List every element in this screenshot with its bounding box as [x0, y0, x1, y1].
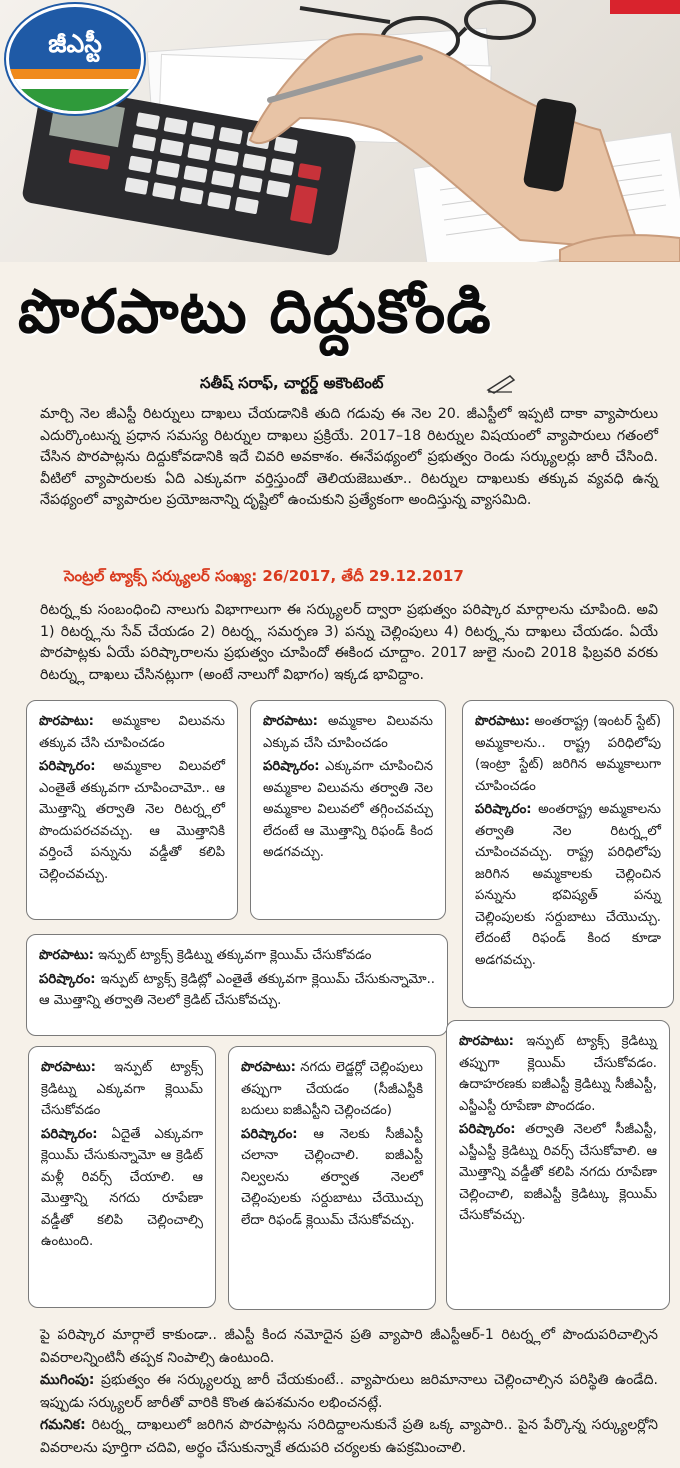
byline: సతీష్ సరాఫ్, చార్టర్డ్ అకౌంటెంట్: [200, 374, 384, 392]
mistake-text: అమ్మకాల విలువను తక్కువ చేసి చూపించడం: [39, 714, 225, 751]
solution-label: పరిష్కారం:: [39, 971, 96, 987]
mistake-label: పొరపాటు:: [241, 1060, 296, 1075]
mistake-label: పొరపాటు:: [475, 714, 530, 729]
logo-band-white: [9, 79, 141, 89]
logo-band-green: [9, 89, 141, 111]
solution-text: ఎక్కువగా చూపించిన అమ్మకాల విలువను తర్వాతి నెల అమ్మకాల విలువలో తగ్గించవచ్చు లేదంటే ఆ మొత్తాన్ని రిఫండ్ కింద అడగవచ్చు.: [263, 759, 433, 860]
hero-image: [0, 0, 680, 262]
mistake-text: ఇన్పుట్ ట్యాక్స్ క్రెడిట్ను తప్పుగా క్లెయిమ్ చేసుకోవడం. ఉదాహరణకు ఐజీఎస్టీ క్రెడిట్ను సీజీఎస్టీ, ఎస్జీఎస్టీ రూపేణా పొందడం.: [459, 1034, 657, 1114]
body-paragraph: రిటర్న్లకు సంబంధించి నాలుగు విభాగాలుగా ఈ సర్క్యులర్ ద్వారా ప్రభుత్వం పరిష్కార మార్గాలను చూపింది. అవి 1) రిటర్న్లను సేవ్ చేయడం 2) రిటర్న్ల సమర్పణ 3) పన్ను చెల్లింపులు 4) రిటర్న్లను దాఖలు చేయడం. ఏయే పొరపాట్లకు ఏయే పరిష్కారాలను ప్రభుత్వం చూపిందో ఈకింద చూద్దాం. 2017 జులై నుంచి 2018 ఫిబ్రవరి వరకు రిటర్న్లు దాఖలు చేసినట్లుగా (అంటే నాలుగో విభాగం) ఇక్కడ భావిద్దాం.: [40, 602, 658, 683]
mistake-text: ఇన్పుట్ ట్యాక్స్ క్రెడిట్ను ఎక్కువగా క్లెయిమ్ చేసుకోవడం: [41, 1060, 203, 1118]
correction-box-4: [26, 934, 448, 1036]
mistake-text: నగదు లెడ్జర్లో చెల్లింపులు తప్పుగా చేయడం (సీజీఎస్టీకి బదులు ఐజీఎస్టీని చెల్లించడం): [241, 1060, 423, 1118]
mistake-label: పొరపాటు:: [263, 714, 318, 729]
solution-label: పరిష్కారం:: [41, 1126, 98, 1142]
intro-paragraph: మార్చి నెల జీఎస్టీ రిటర్నులు దాఖలు చేయడానికి తుది గడువు ఈ నెల 20. జీఎస్టీలో ఇప్పటి దాకా వ్యాపారులు ఎదుర్కొంటున్న ప్రధాన సమస్య రిటర్నుల దాఖలు ప్రక్రియే. 2017–18 రిటర్నుల విషయంలో వ్యాపారులు గతంలో చేసిన పొరపాట్లను దిద్దుకోవడానికి ఇదే చివరి అవకాశం. ఈనేపథ్యంలో ప్రభుత్వం రెండు సర్క్యులర్లు జారీ చేసింది. వీటిలో వ్యాపారులకు ఏది ఎక్కువగా వర్తిస్తుందో తెలియజెబుతూ.. రిటర్నుల దాఖలుకు తక్కువ వ్యవధి ఉన్న నేపథ్యంలో వ్యాపారుల ప్రయోజనాన్ని దృష్టిలో ఉంచుకుని ప్రత్యేకంగా అందిస్తున్న వ్యాసమిది.: [40, 406, 658, 509]
correction-box-3: [462, 700, 674, 1008]
solution-label: పరిష్కారం:: [39, 759, 96, 774]
correction-box-6: [228, 1046, 436, 1310]
note-text: రిటర్న్ల దాఖలులో జరిగిన పొరపాట్లను సరిదిద్దాలనుకునే ప్రతి ఒక్క వ్యాపారి.. పైన పేర్కొన్న సర్క్యులర్లోని వివరాలను పూర్తిగా చదివి, అర్థం చేసుకున్నాకే తదుపరి చర్యలకు ఉపక్రమించాలి.: [40, 1417, 659, 1456]
footer-paragraph-1: పై పరిష్కార మార్గాలే కాకుండా.. జీఎస్టీ కింద నమోదైన ప్రతి వ్యాపారి జీఎస్టీఆర్-1 రిటర్న్లలో పొందుపరిచాల్సిన వివరాలన్నింటినీ తప్పక నింపాల్సి ఉంటుంది.: [40, 1327, 658, 1366]
correction-box-7: [446, 1020, 670, 1310]
solution-text: ఇన్పుట్ ట్యాక్స్ క్రెడిట్లో ఎంతైతే తక్కువగా క్లెయిమ్ చేసుకున్నామో.. ఆ మొత్తాన్ని తర్వాతి నెలలో క్రెడిట్ చేసుకోవచ్చు.: [39, 971, 435, 1008]
solution-text: తర్వాతి నెలలో సీజీఎస్టీ, ఎస్జీఎస్టీ క్రెడిట్ను రివర్స్ చేసుకోవాలి. ఆ మొత్తాన్ని వడ్డీతో కలిపి నగదు రూపేణా చెల్లించాలి, ఐజీఎస్టీ క్రెడిట్కు క్లెయిమ్ చేసుకోవచ్చు.: [459, 1122, 657, 1223]
conclusion-label: ముగింపు:: [40, 1372, 95, 1388]
solution-label: పరిష్కారం:: [459, 1122, 516, 1137]
footer-text: [40, 1324, 658, 1459]
solution-text: ఏదైతే ఎక్కువగా క్లెయిమ్ చేసుకున్నామో ఆ క్రెడిట్ మళ్లీ రివర్స్ చేయాలి. ఆ మొత్తాన్ని నగదు రూపేణా వడ్డీతో కలిపి చెల్లించాల్సి ఉంటుంది.: [41, 1126, 203, 1249]
circular-reference: సెంట్రల్ ట్యాక్స్ సర్క్యులర్ సంఖ్య: 26/2017, తేదీ 29.12.2017: [64, 567, 464, 585]
correction-box-5: [28, 1046, 216, 1308]
mistake-label: పొరపాటు:: [39, 948, 94, 963]
logo-text: జీఎస్టీ: [48, 29, 102, 58]
mistake-label: పొరపాటు:: [41, 1060, 96, 1075]
mistake-text: అమ్మకాల విలువను ఎక్కువ చేసి చూపించడం: [263, 714, 433, 751]
solution-text: అమ్మకాల విలువలో ఎంతైతే తక్కువగా చూపించామో.. ఆ మొత్తాన్ని తర్వాతి నెల రిటర్న్లలో పొందుపరచవచ్చు. ఆ మొత్తానికి వర్తించే పన్నును వడ్డీతో కలిపి చెల్లించవచ్చు.: [39, 759, 225, 882]
mistake-label: పొరపాటు:: [39, 714, 94, 729]
headline: పొరపాటు దిద్దుకోండి: [18, 277, 492, 347]
mistake-text: ఇన్పుట్ ట్యాక్స్ క్రెడిట్ను తక్కువగా క్లెయిమ్ చేసుకోవడం: [98, 948, 372, 963]
correction-box-1: [26, 700, 238, 920]
corner-accent: [610, 0, 680, 14]
solution-label: పరిష్కారం:: [475, 802, 532, 817]
gst-logo: [6, 4, 144, 114]
solution-text: అంతరాష్ట్ర అమ్మకాలను తర్వాతి నెల రిటర్న్లలో చూపించవచ్చు. రాష్ట్ర పరిధిలోపు జరిగిన అమ్మకాలకు చెల్లించిన పన్నును భవిష్యత్ పన్ను చెల్లింపులకు సర్దుబాటు చేయొచ్చు. లేదంటే రిఫండ్ కింద కూడా అడగవచ్చు.: [475, 802, 661, 968]
logo-band-saffron: [9, 69, 141, 79]
mistake-text: అంతరాష్ట్ర (ఇంటర్ స్టేట్) అమ్మకాలను.. రాష్ట్ర పరిధిలోపు (ఇంట్రా స్టేట్) జరిగిన అమ్మకాలుగా చూపించడం: [475, 714, 661, 794]
solution-text: ఆ నెలకు సీజీఎస్టీ చలానా చెల్లించాలి. ఐజీఎస్టీ నిల్వలను తర్వాత నెలలో చెల్లింపులకు సర్దుబాటు చేయొచ్చు లేదా రిఫండ్ క్లెయిమ్ చేసుకోవచ్చు.: [241, 1126, 423, 1228]
pen-icon: [486, 372, 516, 394]
mistake-label: పొరపాటు:: [459, 1034, 514, 1049]
solution-label: పరిష్కారం:: [241, 1126, 298, 1142]
correction-box-2: [250, 700, 446, 920]
conclusion-text: ప్రభుత్వం ఈ సర్క్యులర్ను జారీ చేయకుంటే.. వ్యాపారులు జరిమానాలు చెల్లించాల్సిన పరిస్థితి ఉండేది. ఇప్పుడు సర్క్యులర్ జారీతో వారికి కొంత ఉపశమనం లభించనట్లే.: [40, 1372, 658, 1411]
note-label: గమనిక:: [40, 1417, 86, 1433]
solution-label: పరిష్కారం:: [263, 759, 320, 774]
